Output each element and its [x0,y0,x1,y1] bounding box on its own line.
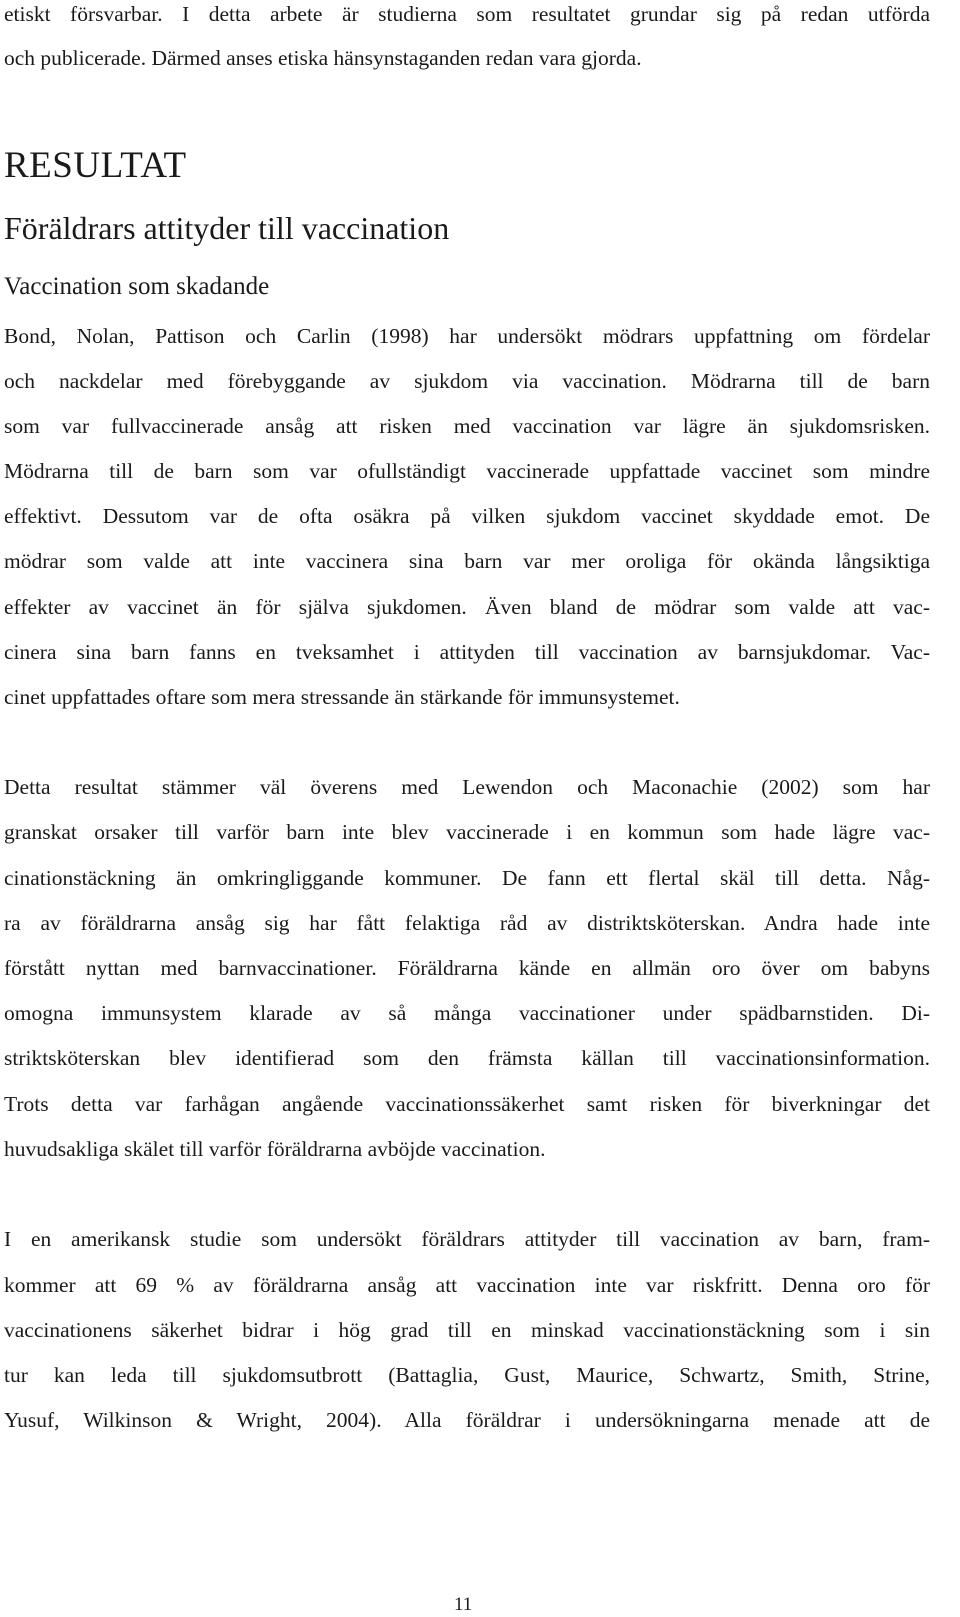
result-heading: RESULTAT [4,145,187,186]
paragraph-2-line: granskat orsaker till varför barn inte blev vaccinerade i en kommun som hade lägre vac- [4,820,930,844]
subsection-heading: Vaccination som skadande [4,273,270,300]
paragraph-2-line: Detta resultat stämmer väl överens med Lewendon och Maconachie (2002) som har [4,775,930,799]
intro-line-2: och publicerade. Därmed anses etiska hänsynstaganden redan vara gjorda. [4,46,642,70]
paragraph-1-line: effekter av vaccinet än för själva sjukdomen. Även bland de mödrar som valde att vac- [4,595,930,619]
paragraph-2-line: cinationstäckning än omkringliggande kommuner. De fann ett flertal skäl till detta. Någ- [4,866,930,890]
section-heading: Föräldrars attityder till vaccination [4,210,450,246]
paragraph-2-line: striktsköterskan blev identifierad som den främsta källan till vaccinationsinformation. [4,1046,930,1070]
paragraph-1-line: och nackdelar med förebyggande av sjukdom via vaccination. Mödrarna till de barn [4,369,930,393]
paragraph-1-line: Bond, Nolan, Pattison och Carlin (1998) har undersökt mödrars uppfattning om fördelar [4,324,930,348]
paragraph-2-line: huvudsakliga skälet till varför föräldrarna avböjde vaccination. [4,1137,546,1161]
paragraph-1-line: cinera sina barn fanns en tveksamhet i attityden till vaccination av barnsjukdomar. Vac- [4,640,930,664]
paragraph-1-line: mödrar som valde att inte vaccinera sina barn var mer oroliga för okända långsiktiga [4,549,930,573]
intro-line-1: etiskt försvarbar. I detta arbete är studierna som resultatet grundar sig på redan utförda [4,2,930,26]
paragraph-2-line: ra av föräldrarna ansåg sig har fått felaktiga råd av distriktsköterskan. Andra hade inte [4,911,930,935]
paragraph-3-line: tur kan leda till sjukdomsutbrott (Battaglia, Gust, Maurice, Schwartz, Smith, Strine, [4,1363,930,1387]
page-number: 11 [454,1594,473,1615]
paragraph-1-line: som var fullvaccinerade ansåg att risken med vaccination var lägre än sjukdomsrisken. [4,414,930,438]
paragraph-1-line: Mödrarna till de barn som var ofullständigt vaccinerade uppfattade vaccinet som mindre [4,459,930,483]
paragraph-3-line: Yusuf, Wilkinson & Wright, 2004). Alla föräldrar i undersökningarna menade att de [4,1408,930,1432]
paragraph-3-line: vaccinationens säkerhet bidrar i hög grad till en minskad vaccinationstäckning som i sin [4,1318,930,1342]
paragraph-1-line: cinet uppfattades oftare som mera stressande än stärkande för immunsystemet. [4,685,680,709]
paragraph-2-line: omogna immunsystem klarade av så många vaccinationer under spädbarnstiden. Di- [4,1001,930,1025]
paragraph-1-line: effektivt. Dessutom var de ofta osäkra på vilken sjukdom vaccinet skyddade emot. De [4,504,930,528]
paragraph-2-line: förstått nyttan med barnvaccinationer. Föräldrarna kände en allmän oro över om babyns [4,956,930,980]
paragraph-2-line: Trots detta var farhågan angående vaccinationssäkerhet samt risken för biverkningar det [4,1092,930,1116]
paragraph-3-line: I en amerikansk studie som undersökt föräldrars attityder till vaccination av barn, fram- [4,1227,930,1251]
paragraph-3-line: kommer att 69 % av föräldrarna ansåg att vaccination inte var riskfritt. Denna oro för [4,1273,930,1297]
